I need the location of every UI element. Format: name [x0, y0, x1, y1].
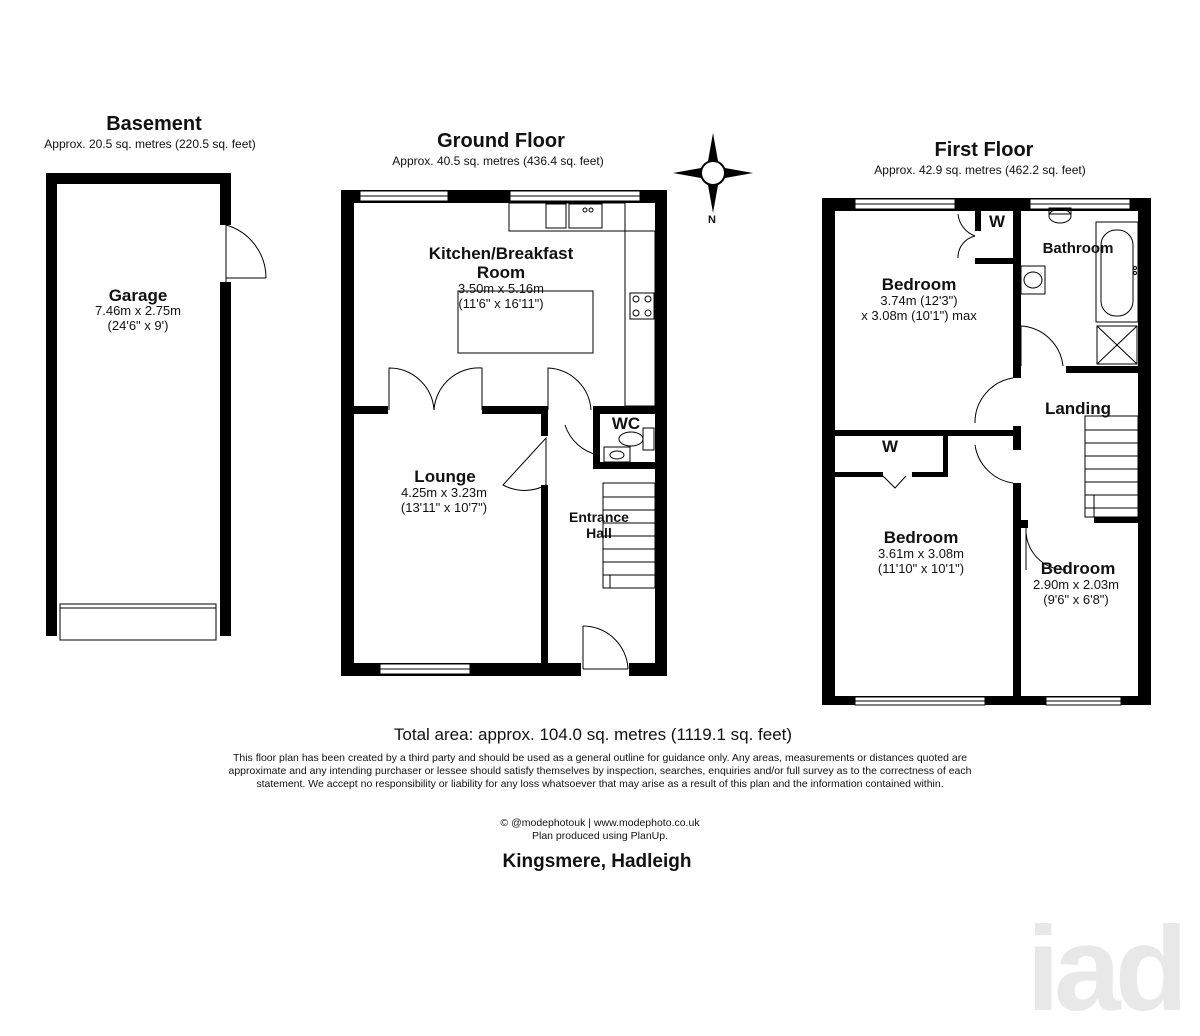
basement-title: Basement	[106, 113, 202, 135]
bedroom2-dim-ft: (11'10" x 10'1")	[877, 561, 965, 576]
wc-name: WC	[611, 414, 641, 433]
wardrobe2-label: W	[881, 437, 899, 456]
bedroom2-dim-m: 3.61m x 3.08m	[878, 546, 964, 561]
lounge-dim-ft: (13'11" x 10'7")	[400, 500, 488, 515]
ground-floor-title: Ground Floor	[437, 130, 565, 152]
kitchen-dim-ft: (11'6" x 16'11")	[458, 296, 544, 311]
bedroom2-name: Bedroom	[883, 528, 959, 547]
bedroom3-dim-m: 2.90m x 2.03m	[1033, 577, 1119, 592]
lounge-name: Lounge	[414, 467, 476, 486]
first-floor-walls	[822, 198, 1151, 705]
kitchen-name-line2: Room	[476, 263, 526, 282]
ground-floor-area: Approx. 40.5 sq. metres (436.4 sq. feet)	[392, 154, 604, 168]
kitchen-dim-m: 3.50m x 5.16m	[458, 281, 544, 296]
bedroom3-dim-ft: (9'6" x 6'8")	[1043, 592, 1109, 607]
kitchen-name-line1: Kitchen/Breakfast	[428, 244, 574, 263]
entrance-hall-line2: Hall	[586, 525, 612, 541]
first-floor-area: Approx. 42.9 sq. metres (462.2 sq. feet)	[874, 163, 1086, 177]
credit-line2: Plan produced using PlanUp.	[531, 830, 669, 842]
bedroom3-name: Bedroom	[1040, 559, 1116, 578]
credit-line1: © @modephotouk | www.modephoto.co.uk	[500, 817, 700, 829]
lounge-dim-m: 4.25m x 3.23m	[401, 485, 487, 500]
address: Kingsmere, Hadleigh	[502, 851, 692, 872]
garage-dim-m: 7.46m x 2.75m	[95, 303, 181, 318]
total-area: Total area: approx. 104.0 sq. metres (1119.1 sq. feet)	[393, 725, 793, 744]
garage-walls	[46, 173, 231, 636]
garage-name: Garage	[108, 286, 168, 305]
entrance-hall-line1: Entrance	[569, 509, 629, 525]
basement-area: Approx. 20.5 sq. metres (220.5 sq. feet)	[44, 137, 256, 151]
bathroom-name: Bathroom	[1042, 240, 1114, 257]
bedroom1-dim-line1: 3.74m (12'3")	[880, 293, 958, 308]
first-floor-title: First Floor	[934, 139, 1034, 161]
compass-rose	[673, 133, 753, 213]
compass-north-label: N	[708, 214, 716, 226]
landing-name: Landing	[1044, 399, 1112, 418]
iad-watermark-logo: iad	[1026, 902, 1182, 1036]
wardrobe1-label: W	[988, 212, 1006, 231]
disclaimer: This floor plan has been created by a third party and should be used as a general outline for guidance only. Any areas, measurements or distances quoted are approximate and any intending purchaser or lessee should satisfy themselves by inspection, searches, enquiries and/or full survey as to the correctness of each statement. We accept no responsibility or liability for any loss whatsoever that may arise as a result of this plan and the information contained within.	[228, 752, 972, 790]
bedroom1-dim-line2: x 3.08m (10'1") max	[861, 308, 977, 323]
bedroom1-name: Bedroom	[881, 275, 957, 294]
garage-dim-ft: (24'6" x 9')	[107, 318, 169, 333]
